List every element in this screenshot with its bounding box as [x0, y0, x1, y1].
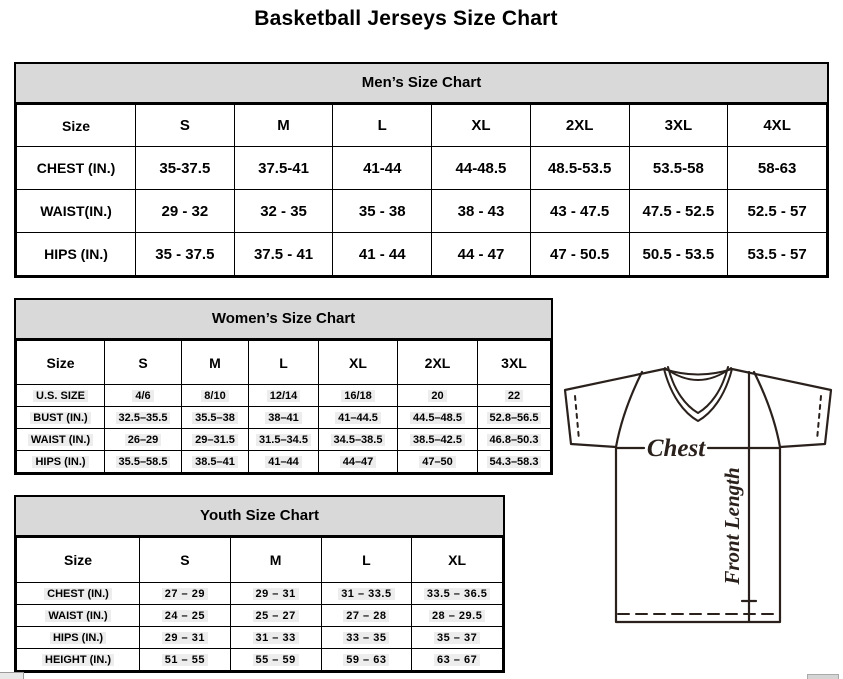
size-value-cell [321, 605, 412, 627]
highlighted-value: 31 – 33.5 [338, 588, 394, 600]
table-row [17, 429, 551, 451]
womens-size-chart [14, 298, 553, 475]
size-value-cell [249, 451, 319, 473]
youth-size-table [16, 537, 503, 671]
size-value-cell [182, 429, 249, 451]
highlighted-value: 16/18 [341, 390, 375, 402]
highlighted-value: BUST (IN.) [30, 412, 90, 424]
highlighted-value: 54.3–58.3 [487, 456, 542, 468]
highlighted-value: 47–50 [419, 456, 456, 468]
column-header: M [230, 538, 321, 583]
size-value-cell [398, 451, 478, 473]
size-value-cell: 35-37.5 [136, 147, 235, 190]
mens-size-chart [14, 62, 829, 278]
table-row [17, 649, 503, 671]
column-header: Size [17, 341, 105, 385]
column-header: L [249, 341, 319, 385]
size-value-cell [319, 451, 398, 473]
size-value-cell: 50.5 - 53.5 [629, 233, 728, 276]
size-value-cell: 41 - 44 [333, 233, 432, 276]
column-header: S [105, 341, 182, 385]
chest-label: Chest [646, 435, 706, 462]
row-label [17, 649, 140, 671]
column-header: Size [17, 538, 140, 583]
highlighted-value: 32.5–35.5 [116, 412, 171, 424]
size-value-cell [249, 429, 319, 451]
highlighted-value: 46.8–50.3 [487, 434, 542, 446]
column-header: XL [412, 538, 503, 583]
column-header: 2XL [530, 105, 629, 147]
scrollbar-fragment-left[interactable] [0, 672, 24, 679]
column-header: 3XL [629, 105, 728, 147]
highlighted-value: 12/14 [267, 390, 301, 402]
jersey-collar [664, 367, 732, 421]
column-header: Size [17, 105, 136, 147]
size-value-cell: 58-63 [728, 147, 827, 190]
row-label: CHEST (IN.) [17, 147, 136, 190]
column-header: M [182, 341, 249, 385]
size-value-cell [412, 649, 503, 671]
size-value-cell [182, 451, 249, 473]
highlighted-value: WAIST (IN.) [45, 610, 110, 622]
mens-header-row [17, 105, 827, 147]
size-value-cell [249, 385, 319, 407]
highlighted-value: 22 [505, 390, 523, 402]
size-value-cell [478, 407, 551, 429]
highlighted-value: 41–44.5 [335, 412, 381, 424]
size-value-cell [140, 649, 231, 671]
youth-chart-title: Youth Size Chart [16, 497, 503, 537]
size-value-cell: 32 - 35 [234, 190, 333, 233]
size-value-cell [230, 605, 321, 627]
size-value-cell [321, 627, 412, 649]
table-row [17, 583, 503, 605]
highlighted-value: 24 – 25 [162, 610, 208, 622]
size-value-cell [140, 605, 231, 627]
highlighted-value: HIPS (IN.) [32, 456, 88, 468]
highlighted-value: WAIST (IN.) [28, 434, 93, 446]
size-value-cell [105, 407, 182, 429]
row-label [17, 605, 140, 627]
size-value-cell [478, 385, 551, 407]
size-value-cell [230, 649, 321, 671]
highlighted-value: 25 – 27 [253, 610, 299, 622]
column-header: M [234, 105, 333, 147]
size-value-cell: 48.5-53.5 [530, 147, 629, 190]
size-value-cell [412, 627, 503, 649]
row-label [17, 583, 140, 605]
size-value-cell [398, 407, 478, 429]
womens-header-row [17, 341, 551, 385]
highlighted-value: 8/10 [201, 390, 228, 402]
highlighted-value: 29 – 31 [253, 588, 299, 600]
row-label [17, 385, 105, 407]
size-value-cell: 44-48.5 [432, 147, 531, 190]
size-value-cell: 37.5 - 41 [234, 233, 333, 276]
size-value-cell: 43 - 47.5 [530, 190, 629, 233]
jersey-outline [565, 369, 831, 622]
size-value-cell [249, 407, 319, 429]
size-value-cell [319, 385, 398, 407]
table-row [17, 190, 827, 233]
size-value-cell [230, 627, 321, 649]
size-value-cell [140, 627, 231, 649]
highlighted-value: 35 – 37 [434, 632, 480, 644]
highlighted-value: 51 – 55 [162, 654, 208, 666]
highlighted-value: 35.5–38 [192, 412, 238, 424]
size-value-cell: 35 - 37.5 [136, 233, 235, 276]
row-label [17, 407, 105, 429]
size-value-cell [321, 649, 412, 671]
size-value-cell: 38 - 43 [432, 190, 531, 233]
highlighted-value: 38.5–42.5 [410, 434, 465, 446]
highlighted-value: 26–29 [125, 434, 162, 446]
table-row [17, 385, 551, 407]
highlighted-value: 31.5–34.5 [256, 434, 311, 446]
scrollbar-fragment-right[interactable] [807, 674, 839, 679]
size-value-cell: 52.5 - 57 [728, 190, 827, 233]
mens-size-table [16, 104, 827, 276]
front-length-label: Front Length [720, 467, 744, 585]
youth-header-row [17, 538, 503, 583]
size-value-cell [105, 385, 182, 407]
size-value-cell [105, 429, 182, 451]
row-label [17, 627, 140, 649]
size-value-cell: 44 - 47 [432, 233, 531, 276]
highlighted-value: HIPS (IN.) [50, 632, 106, 644]
highlighted-value: 33 – 35 [343, 632, 389, 644]
size-value-cell [478, 451, 551, 473]
highlighted-value: 38.5–41 [192, 456, 238, 468]
size-value-cell [105, 451, 182, 473]
row-label [17, 429, 105, 451]
highlighted-value: HEIGHT (IN.) [42, 654, 114, 666]
size-value-cell: 53.5-58 [629, 147, 728, 190]
highlighted-value: 28 – 29.5 [429, 610, 485, 622]
highlighted-value: 33.5 – 36.5 [424, 588, 491, 600]
womens-chart-title: Women’s Size Chart [16, 300, 551, 340]
womens-size-table [16, 340, 551, 473]
front-length-measure-line [742, 372, 756, 621]
size-value-cell: 37.5-41 [234, 147, 333, 190]
highlighted-value: 52.8–56.5 [487, 412, 542, 424]
column-header: S [136, 105, 235, 147]
size-value-cell [398, 385, 478, 407]
highlighted-value: 44.5–48.5 [410, 412, 465, 424]
table-row [17, 605, 503, 627]
size-value-cell [319, 407, 398, 429]
column-header: XL [432, 105, 531, 147]
column-header: 3XL [478, 341, 551, 385]
row-label: HIPS (IN.) [17, 233, 136, 276]
highlighted-value: 35.5–58.5 [116, 456, 171, 468]
page-title: Basketball Jerseys Size Chart [254, 7, 558, 30]
highlighted-value: 38–41 [265, 412, 302, 424]
highlighted-value: 27 – 28 [343, 610, 389, 622]
highlighted-value: 29 – 31 [162, 632, 208, 644]
size-value-cell [398, 429, 478, 451]
size-value-cell [182, 385, 249, 407]
size-value-cell [319, 429, 398, 451]
table-row [17, 407, 551, 429]
highlighted-value: 44–47 [340, 456, 377, 468]
table-row [17, 451, 551, 473]
row-label [17, 451, 105, 473]
highlighted-value: 55 – 59 [253, 654, 299, 666]
size-value-cell: 47 - 50.5 [530, 233, 629, 276]
column-header: XL [319, 341, 398, 385]
size-value-cell: 35 - 38 [333, 190, 432, 233]
size-value-cell [412, 583, 503, 605]
highlighted-value: CHEST (IN.) [44, 588, 112, 600]
table-row [17, 233, 827, 276]
highlighted-value: 27 – 29 [162, 588, 208, 600]
size-value-cell: 47.5 - 52.5 [629, 190, 728, 233]
size-value-cell [140, 583, 231, 605]
column-header: L [333, 105, 432, 147]
size-value-cell [321, 583, 412, 605]
column-header: 2XL [398, 341, 478, 385]
size-value-cell [412, 605, 503, 627]
table-row [17, 627, 503, 649]
jersey-measurement-diagram [556, 358, 842, 674]
highlighted-value: 4/6 [132, 390, 153, 402]
size-value-cell [478, 429, 551, 451]
column-header: S [140, 538, 231, 583]
highlighted-value: 59 – 63 [343, 654, 389, 666]
size-value-cell [182, 407, 249, 429]
table-row [17, 147, 827, 190]
size-value-cell: 29 - 32 [136, 190, 235, 233]
size-value-cell: 41-44 [333, 147, 432, 190]
mens-chart-title: Men’s Size Chart [16, 64, 827, 104]
row-label: WAIST(IN.) [17, 190, 136, 233]
column-header: L [321, 538, 412, 583]
highlighted-value: U.S. SIZE [33, 390, 88, 402]
highlighted-value: 31 – 33 [253, 632, 299, 644]
size-value-cell [230, 583, 321, 605]
stitch-dashes [575, 396, 821, 614]
column-header: 4XL [728, 105, 827, 147]
highlighted-value: 34.5–38.5 [331, 434, 386, 446]
highlighted-value: 63 – 67 [434, 654, 480, 666]
highlighted-value: 29–31.5 [192, 434, 238, 446]
highlighted-value: 20 [428, 390, 446, 402]
highlighted-value: 41–44 [265, 456, 302, 468]
size-value-cell: 53.5 - 57 [728, 233, 827, 276]
youth-size-chart [14, 495, 505, 673]
